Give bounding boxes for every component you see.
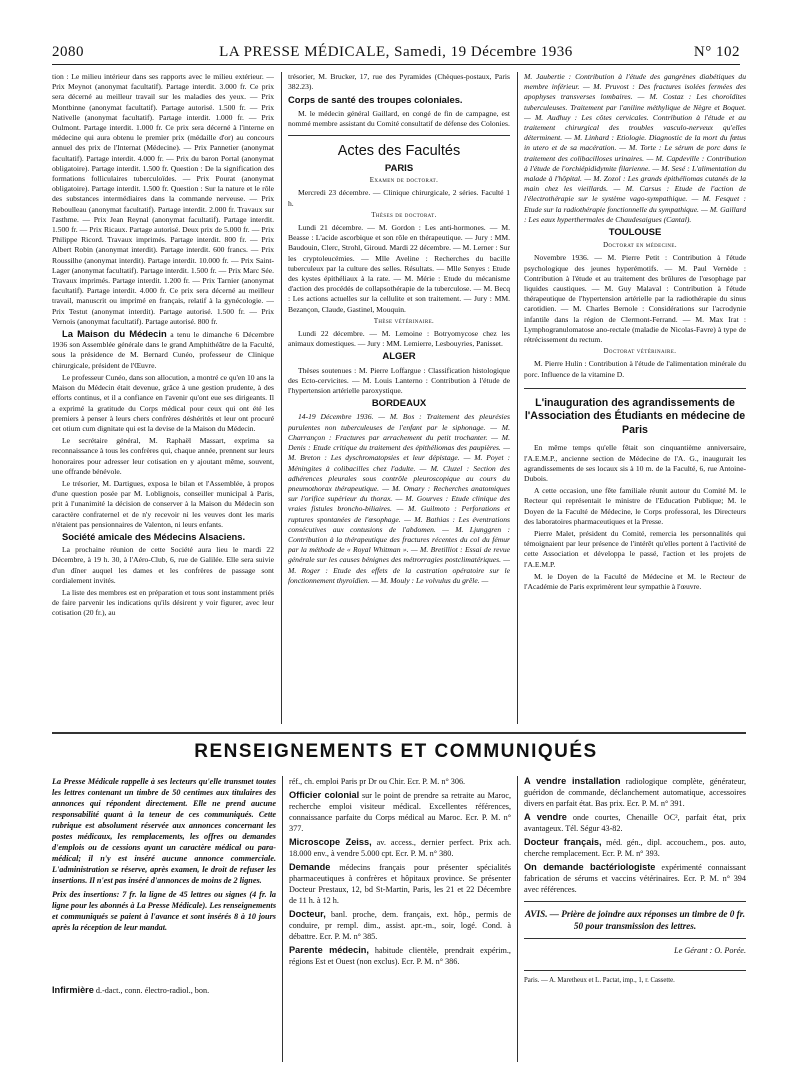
renseignements-column-1 xyxy=(52,776,276,1062)
pricing-paragraph: Prix des insertions: 7 fr. la ligne de 45 lettres ou signes (4 fr. la ligne pour les abonnés à La Presse Médicale). Les renseignements et communiqués se paient à l'avance et sont insérés 8 à 10 jours après la réception de leur mandat. xyxy=(52,890,276,932)
microscope-text: av. access., dernier perfect. Prix ach. 18.000 env., à vendre 5.000 cpt. Ecr. P. M. n° 380. xyxy=(289,838,511,858)
column-divider xyxy=(517,72,518,724)
paris-theses-text: Lundi 21 décembre. — M. Gordon : Les anti-hormones. — M. Beasse : L'acide ascorbique et son rôle en thérapeutique. — Jury : MM. Baudouin, Clerc, Strohl, Giroud. Mardi 22 décembre. — M. Lerner : Sur les cryptoleucémies. — Mlle Aveline : Recherches du bacille tuberculeux par la culture des selles. Résultats. — Mlle Senyes : Etude des kystes épithéliaux à la rate. — M. Mérie : Etude du mécanisme d'action des procédés de collapsothérapie de la tuberculose. — M. Becq : Les actions actuelles sur la cellulite et son traitement. — Jury : MM. Bezançon, Claude, Gastinel, Mouquin. xyxy=(288,223,510,314)
paris-exam-label: Examen de doctorat. xyxy=(369,177,439,185)
societe-text: La prochaine réunion de cette Société aura lieu le mardi 22 Décembre, à 19 h. 30, à l'Aéro-Club, 6, rue de Galilée. Elle sera suivie d'un dîner auquel les dames et les confrères de passage sont cordialement invités. xyxy=(52,545,274,585)
officier-ad xyxy=(289,790,511,834)
bordeaux-title: BORDEAUX xyxy=(371,398,427,410)
vendre-installation-ad xyxy=(524,776,746,809)
alger-text: Thèses soutenues : M. Pierre Loffargue : Classification histologique des Ecto-cervicites. — M. Louis Lanterno : Contribution à l'étude de l'hypertension artérielle paroxystique. xyxy=(288,365,510,396)
avis-rule-bottom xyxy=(524,938,746,939)
printer-rule xyxy=(524,970,746,971)
vendre-ondes-label: A vendre xyxy=(524,812,567,822)
page-header xyxy=(52,44,740,65)
parente-ad xyxy=(289,945,511,967)
microscope-ad xyxy=(289,837,511,859)
bordeaux-text: 14-19 Décembre 1936. — M. Bos : Traitement des pleurésies purulentes non tuberculeuses de l'enfant par le siphonage. — M. Charrançon : Fractures par arrachement du petit trochanter. — M. Denis : Etude critique du traitement des épithéliomas des paupières. — M. Breton : Les dyschromatopsies et leur dépistage. — M. Poyet : Méningites à colibacilles chez l'adulte. — M. Cluzel : Section des adhérences pleurales sous contrôle pleuroscopique au cours du pneumothorax thérapeutique. — M. Omary : Recherches anatomiques sur l'orifice supérieur du thorax. — M. Gourves : Etude clinique des vraies fistules broncho-biliaires. — M. Guilmoto : Perforations et ruptures spontanées de l'œsophage. — M. Bathias : Les éventrations consécutives aux contusions de l'abdomen. — M. Ljunggren : Contribution à la thérapeutique des fractures récentes du col du fémur par la méthode de « Royal Whitman ». — M. Bretilliot : Essai de revue générale sur les causes bénignes des métrorragies postclimatériques. — M. Roger : Etude des effets de la castration opératoire sur le fonctionnement thyroïdien. — M. Mouly : Le volvulus du grêle. — xyxy=(288,412,510,585)
docteur-text: banl. proche, dem. français, ext. hôp., permis de conduire, pr rempl. dim., assist. apr.-m., soir, logé. Cond. à débattre. Ecr. P. M. n° 385. xyxy=(289,910,511,941)
inauguration-p3: Pierre Malet, président du Comité, remercia les personnalités qui témoignaient par leur présence de l'intérêt qu'elles portent à l'activité de cette Association et développa le passé, l'action et les projets de l'A.E.M.P. xyxy=(524,529,746,569)
column-3 xyxy=(524,72,746,726)
vendre-ondes-ad xyxy=(524,812,746,834)
gerant-line: Le Gérant : O. Porée. xyxy=(674,946,746,955)
bacteriologiste-ad xyxy=(524,862,746,895)
members-paragraph: La liste des membres est en préparation et tous sont instamment priés de faire parvenir les indications qu'ils désirent y voir figurer, avec leur cotisation (20 fr.), au xyxy=(52,587,274,618)
prizes-paragraph: tion : Le milieu intérieur dans ses rapports avec le milieu extérieur. — Prix Meynot (anonymat facultatif). Partage interdit. 3.000 fr. Ce prix sera décerné au meilleur travail sur les maladies des yeux. — Prix Montbinne (anonymat facultatif). Partage autorisé. 1.500 fr. — Prix Nativelle (anonymat facultatif). Partage interdit. 1.000 fr. — Prix Oulmont. Partage interdit. 1.000 fr. Ce prix sera décerné à l'interne en médecine qui aura obtenu le premier prix (médaille d'or) au concours annuel des prix de l'Internat (Médecine). — Prix Pannetier (anonymat facultatif). Partage interdit. 4.000 fr. — Prix du baron Portal (anonymat obligatoire). Partage interdit. 1.500 fr. Question : De la signification des formations folliculaires tuberculoïdes. — Prix Pourat (anonymat obligatoire). Partage interdit. 1.500 fr. Question : Sur la nature et le rôle des substances intermédiaires dans la commande nerveuse. — Prix Reboulleau (anonymat facultatif). Partage interdit. 2.000 fr. Travaux sur l'asthme. — Prix Jean Reynal (anonymat facultatif). Partage interdit. 1.500 fr. — Prix Ricaux. Partage autorisé. Deux prix de 5.000 fr. — Prix Philippe Ricord. Travaux imprimés. Partage interdit. 800 fr. — Prix Albert Robin (anonymat interdit). Partage interdit. 600 francs. — Prix Roussilhe (anonymat interdit). Partage interdit. 10.000 fr. — Prix Saint-Lager (anonymat facultatif). Partage interdit. 1.500 fr. — Prix Marc Sée. Travaux imprimés. Partage interdit. 1.200 fr. — Prix Tarnier (anonymat facultatif). Partage interdit. 4.000 fr. Ce prix sera décerné au meilleur travail, manuscrit ou imprimé en français, relatif à la gynécologie. — Prix Testut (anonymat interdit). Partage autorisé. 1.500 fr. — Prix Vernois (anonymat facultatif). Partage autorisé. 800 fr. xyxy=(52,72,274,326)
toulouse-vet-text: M. Pierre Hulin : Contribution à l'étude de l'alimentation minérale du porc. Influence de la vitamine D. xyxy=(524,359,746,379)
infirmiere-text: d.-dact., conn. électro-radiol., bon. xyxy=(95,986,210,995)
notice-paragraph: La Presse Médicale rappelle à ses lecteurs qu'elle transmet toutes les lettres contenant un timbre de 50 centimes aux titulaires des annonces qui répondent directement. Elle ne prend aucune responsabilité quant à la teneur de ces communiqués. Cette rubrique est absolument réservée aux annonces concernant les postes médicaux, les remplacements, les offres ou demandes d'emplois ou de cessions ayant un caractère médical ou para-médical; il n'y est inséré aucune annonce commerciale. L'administration se réserve, après examen, le droit de refuser les insertions. Il n'est pas inséré d'annonces de moins de 2 lignes. xyxy=(52,777,276,885)
section-divider xyxy=(52,732,746,734)
ref-ad: réf., ch. emploi Paris pr Dr ou Chir. Ecr. P. M. n° 306. xyxy=(289,777,466,786)
avis-notice: AVIS. — Prière de joindre aux réponses un timbre de 0 fr. 50 pour transmission des lettres. xyxy=(524,909,746,931)
corps-heading xyxy=(288,95,510,106)
bacteriologiste-text: expérimenté connaissant fabrication de sérums et vaccins vétérinaires. Ecr. P. M. n° 394 avec références. xyxy=(524,863,746,894)
paris-exam-text: Mercredi 23 décembre. — Clinique chirurgicale, 2 séries. Faculté 1 h. xyxy=(288,188,510,208)
toulouse-vet-label: Doctorat vétérinaire. xyxy=(603,348,677,356)
demande-label: Demande xyxy=(289,862,331,872)
corps-title: Corps de santé des troupes coloniales. xyxy=(288,94,463,106)
bacteriologiste-label: On demande bactériologiste xyxy=(524,862,656,872)
docteur-label: Docteur, xyxy=(289,909,326,919)
microscope-label: Microscope Zeiss, xyxy=(289,837,372,847)
maison-text: a tenu le dimanche 6 Décembre 1936 son Assemblée générale dans le grand Amphithéâtre de la Faculté, sous la présidence de M. Bernard Cunéo, professeur de Clinique chirurgicale, président de l'Œuvre. xyxy=(52,330,274,370)
demande-text: médecins français pour présenter spécialités pharmaceutiques à confrères et hôpitaux province. Se présenter Docteur Prestaux, 12, bd St-Martin, Paris, les 21 et 22 Décembre de 11 h. à 12 h. xyxy=(289,863,511,905)
bordeaux-continued: M. Jaubertie : Contribution à l'étude des gangrènes diabétiques du membre inférieur. — M. Pruvost : Des fractures isolées fermées des apophyses transverses lombaires. — M. Costaz : Les choroïdites tuberculeuses. Traitement par l'aniline méthylique de Nègre et Boquet. — M. Audhuy : Les côtes cervicales. Contribution à l'étude et au traitement chirurgical des troubles vasculo-nerveux qu'elles déterminent. — M. Linhard : Etiologie. Diagnostic de la mort du fœtus in utero et de sa macération. — M. Torte : Le sérum de porc dans le traitement des colibacilloses urinaires. — M. Capdeville : Contribution à l'étude de l'orchiépididymite filarienne. — M. Sesé : L'alimentation du malade à l'hôpital. — M. Zozol : Les grands épithéliomas cutanés de la main chez les vieillards. — M. Carsus : Etude de l'action de l'électrothérapie sur le système vago-sympathique. — M. Fesquet : Etude sur la radiothérapie fonctionnelle du sympathique. — M. Gaillard : Les eaux hyperthermales de Chaudesaigues (Cantal). xyxy=(524,72,746,224)
maison-paragraph xyxy=(52,329,274,371)
inauguration-p1: En même temps qu'elle fêtait son cinquantième anniversaire, l'A.E.M.P., ancienne section de Médecine de l'A. G., inaugurait les agrandissements de ses locaux sis à 10 m. de la Faculté, 6, rue Antoine-Dubois. xyxy=(524,443,746,483)
printer-line: Paris. — A. Maretheux et L. Pactat, imp., 1, r. Cassette. xyxy=(524,977,675,984)
publication-title: LA PRESSE MÉDICALE, Samedi, 19 Décembre 1936 xyxy=(219,44,573,60)
column-divider xyxy=(282,776,283,1062)
paris-theses-label: Thèses de doctorat. xyxy=(371,211,437,219)
page-number: 2080 xyxy=(52,44,84,60)
actes-title: Actes des Facultés xyxy=(337,143,461,160)
brucker-paragraph: trésorier, M. Brucker, 17, rue des Pyramides (Chèques-postaux, Paris 382.23). xyxy=(288,72,510,92)
issue-number: N° 102 xyxy=(693,44,740,60)
renseignements-column-2 xyxy=(289,776,511,1062)
vendre-ondes-text: onde courtes, Chenaille OC², parfait état, prix avantageux. Tél. Ségur 43-82. xyxy=(524,813,746,833)
maison-title: La Maison du Médecin xyxy=(62,328,167,340)
column-divider xyxy=(517,776,518,1062)
secretary-paragraph: Le secrétaire général, M. Raphaël Massart, exprima sa reconnaissance à tous les confrères qui, chaque année, prennent sur leurs honoraires pour adresser leur cotisation en y ajoutant même, souvent, une offrande bénévole. xyxy=(52,436,274,476)
demande-ad xyxy=(289,862,511,906)
societe-title: Société amicale des Médecins Alsaciens. xyxy=(62,530,246,542)
section-rule xyxy=(524,388,746,389)
column-2 xyxy=(288,72,510,726)
paris-vet-text: Lundi 22 décembre. — M. Lemoine : Botryomycose chez les animaux domestiques. — Jury : MM. Lemierre, Lesbouyries, Panisset. xyxy=(288,329,510,349)
docteur-francais-label: Docteur français, xyxy=(524,837,602,847)
docteur-francais-text: méd. gén., dipl. accouchem., pos. auto, cherche remplacement. Ecr. P. M. n° 393. xyxy=(524,838,746,858)
paris-title: PARIS xyxy=(384,163,414,175)
societe-heading xyxy=(52,532,274,543)
toulouse-sub: Doctorat en médecine. xyxy=(603,242,677,250)
parente-label: Parente médecin, xyxy=(289,945,369,955)
infirmiere-label: Infirmière xyxy=(52,985,94,995)
treasurer-paragraph: Le trésorier, M. Dartigues, exposa le bilan et l'Assemblée, à propos d'une question posée par M. Loblignois, conseiller municipal à Paris, prit à l'unanimité la décision de conserver à la Maison du Médecin son caractère confraternel et de n'y recevoir ni les veuves dont les maris n'étaient pas pensionnaires de Valenton, ni leurs enfants. xyxy=(52,478,274,529)
vendre-installation-label: A vendre installation xyxy=(524,776,621,786)
officier-text: sur le point de prendre sa retraite au Maroc, recherche emploi visiteur médical. Excellentes références, connaissance parfaite du Corps médical au Maroc. Ecr. P. M. n° 377. xyxy=(289,791,511,833)
column-1 xyxy=(52,72,274,726)
officier-label: Officier colonial xyxy=(289,790,360,800)
corps-text: M. le médecin général Gaillard, en congé de fin de campagne, est nommé membre assistant du Comité consultatif de défense des Colonies. xyxy=(288,108,510,128)
vendre-installation-text: radiologique complète, générateur, guéridon de commande, déclanchement automatique, accessoires divers en parfait état. Bas prix. Ecr. P. M. n° 391. xyxy=(524,777,746,808)
inauguration-p2: A cette occasion, une fête familiale réunit autour du Comité M. le Recteur qui représentait le ministre de l'Education Publique; M. le Doyen de la Faculté de Médecine, le Corps professoral, les Directeurs des laboratoires pharmaceutiques et la Presse. xyxy=(524,486,746,526)
section-rule xyxy=(288,135,510,136)
column-divider xyxy=(281,72,282,724)
toulouse-text: Novembre 1936. — M. Pierre Petit : Contribution à l'étude psychologique des jeunes hyperémotifs. — M. Paul Vernède : Contribution à l'étude et au traitement des brûlures de l'œsophage par liquides caustiques. — M. Guy Malaval : Contribution à l'étude thérapeutique de l'hypertension artérielle par la radiothérapie du sinus carotidien. — M. Charles Bernole : Considérations sur l'acrodynie infantile dans la région de Clermont-Ferrand. — M. Max Irat : Lymphogranulomatose ano-rectale (maladie de Nicolas-Favre) à type de rétrécissement du rectum. xyxy=(524,253,746,345)
infirmiere-ad xyxy=(52,985,276,996)
alger-title: ALGER xyxy=(382,351,416,363)
inauguration-title: L'inauguration des agrandissements de l'Association des Étudiants en médecine de Paris xyxy=(524,396,746,436)
paris-vet-label: Thèse vétérinaire. xyxy=(373,317,435,325)
renseignements-title: RENSEIGNEMENTS ET COMMUNIQUÉS xyxy=(194,741,598,762)
avis-rule-top xyxy=(524,901,746,902)
docteur-francais-ad xyxy=(524,837,746,859)
inauguration-p4: M. le Doyen de la Faculté de Médecine et M. le Recteur de l'Académie de Paris exprimèrent leur sympathie à l'œuvre. xyxy=(524,571,746,592)
toulouse-title: TOULOUSE xyxy=(608,227,662,239)
cuneo-paragraph: Le professeur Cunéo, dans son allocution, a montré ce qu'en 10 ans la Maison du Médecin était devenue, grâce à une gestion prudente, à des efforts continus, et il a confiance en l'avenir qu'ont eue ses dirigeants. Il a exprimé la gratitude du Corps médical pour ceux qui ont été les premiers à penser à leurs chers confrères déshérités et leur ont procuré cet otium cum dignitate qui est la devise de la Maison du Médecin. xyxy=(52,372,274,433)
docteur-ad xyxy=(289,909,511,942)
parente-text: habitude clientèle, prendrait expérim., régions Est et Ouest (non exclus). Ecr. P. M. n° 386. xyxy=(289,946,511,966)
renseignements-column-3 xyxy=(524,776,746,1062)
